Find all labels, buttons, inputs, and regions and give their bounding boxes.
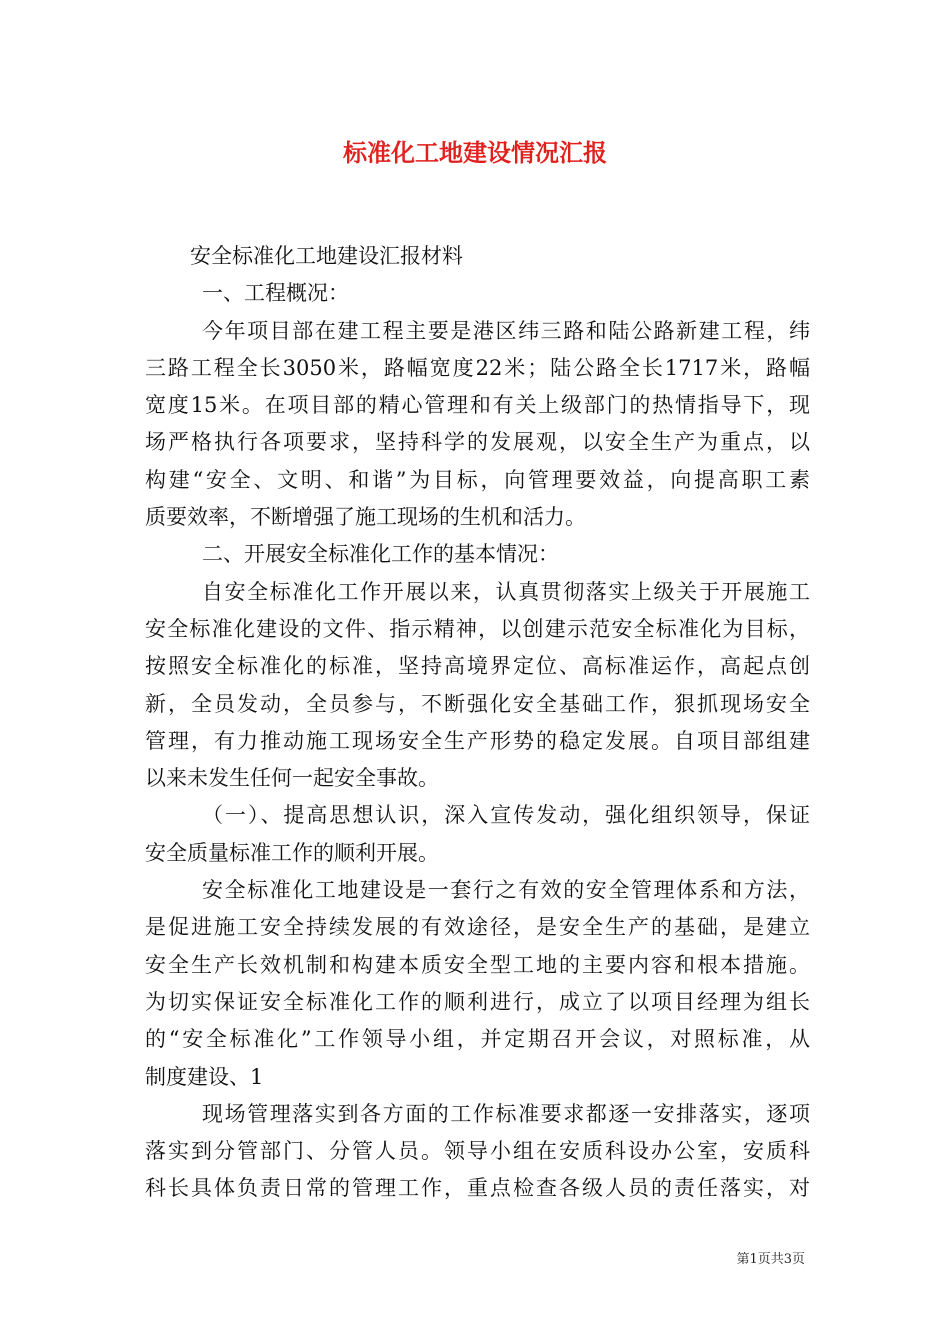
text-line: 安全标准化工地建设是一套行之有效的安全管理体系和方法， bbox=[202, 878, 810, 903]
text-line: 新，全员发动，全员参与，不断强化安全基础工作，狠抓现场安全 bbox=[145, 691, 810, 716]
text-line: 安全生产长效机制和构建本质安全型工地的主要内容和根本措施。 bbox=[145, 952, 810, 977]
page-number: 第1页共3页 bbox=[736, 1252, 805, 1267]
text-line: （一）、提高思想认识，深入宣传发动，强化组织领导，保证 bbox=[202, 803, 810, 828]
text-line: 是促进施工安全持续发展的有效途径，是安全生产的基础，是建立 bbox=[145, 915, 810, 940]
text-line: 二、开展安全标准化工作的基本情况： bbox=[202, 542, 559, 567]
text-line: 落实到分管部门、分管人员。领导小组在安质科设办公室，安质科 bbox=[145, 1139, 810, 1164]
text-line: 宽度15米。在项目部的精心管理和有关上级部门的热情指导下，现 bbox=[145, 393, 810, 418]
text-line: 自安全标准化工作开展以来，认真贯彻落实上级关于开展施工 bbox=[202, 579, 810, 604]
text-line: 构建“安全、文明、和谐”为目标，向管理要效益，向提高职工素 bbox=[145, 467, 810, 492]
text-line: 三路工程全长3050米，路幅宽度22米；陆公路全长1717米，路幅 bbox=[145, 355, 810, 380]
text-line: 现场管理落实到各方面的工作标准要求都逐一安排落实，逐项 bbox=[202, 1101, 810, 1126]
text-line: 安全质量标准工作的顺利开展。 bbox=[145, 840, 439, 865]
document-body bbox=[145, 238, 810, 1208]
text-line: 一、工程概况： bbox=[202, 281, 349, 306]
text-line: 今年项目部在建工程主要是港区纬三路和陆公路新建工程，纬 bbox=[202, 318, 810, 343]
text-line: 以来未发生任何一起安全事故。 bbox=[145, 766, 439, 791]
text-line: 的“安全标准化”工作领导小组，并定期召开会议，对照标准，从 bbox=[145, 1027, 810, 1052]
text-line: 科长具体负责日常的管理工作，重点检查各级人员的责任落实，对 bbox=[145, 1176, 810, 1201]
text-line: 质要效率，不断增强了施工现场的生机和活力。 bbox=[145, 505, 586, 530]
text-line: 按照安全标准化的标准，坚持高境界定位、高标准运作，高起点创 bbox=[145, 654, 810, 679]
text-line: 制度建设、1 bbox=[145, 1064, 264, 1089]
text-line: 管理，有力推动施工现场安全生产形势的稳定发展。自项目部组建 bbox=[145, 728, 810, 753]
document-title: 标准化工地建设情况汇报 bbox=[343, 138, 607, 167]
text-line: 为切实保证安全标准化工作的顺利进行，成立了以项目经理为组长 bbox=[145, 989, 810, 1014]
text-line: 安全标准化建设的文件、指示精神，以创建示范安全标准化为目标， bbox=[145, 616, 810, 641]
text-line: 安全标准化工地建设汇报材料 bbox=[190, 244, 463, 268]
text-line: 场严格执行各项要求，坚持科学的发展观，以安全生产为重点，以 bbox=[145, 430, 810, 455]
